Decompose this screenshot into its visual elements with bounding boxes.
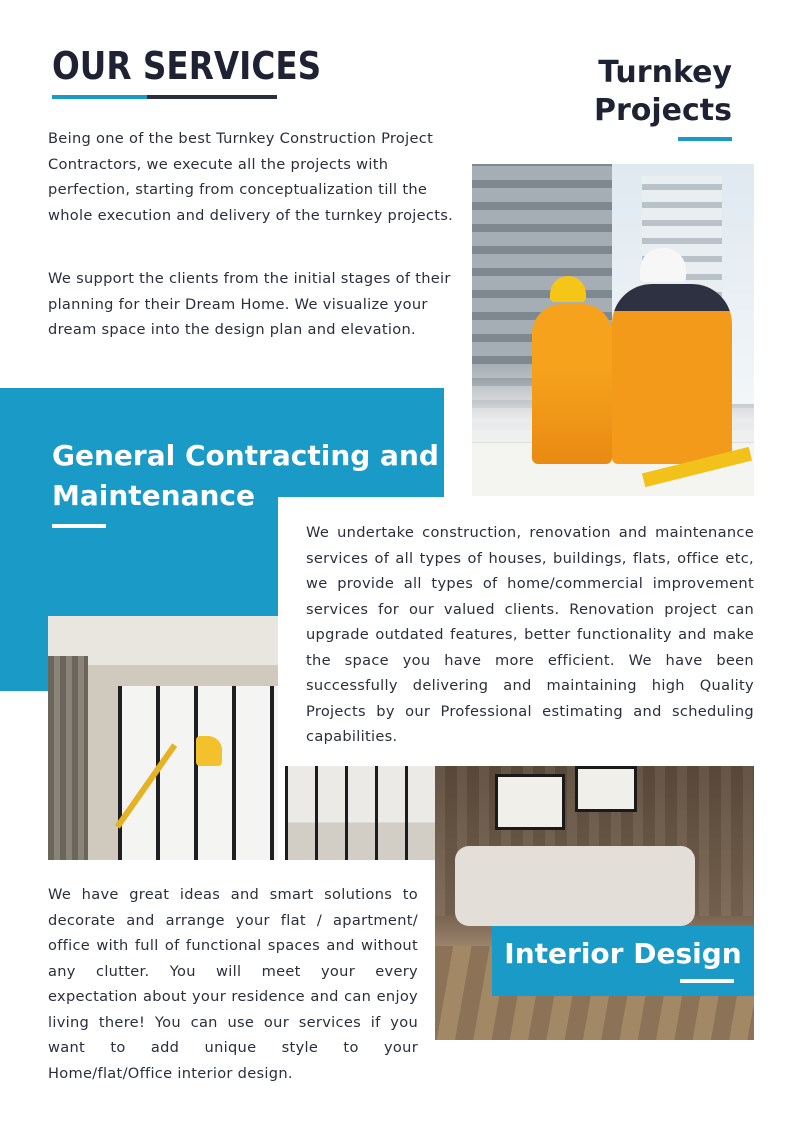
turnkey-paragraph-1: Being one of the best Turnkey Construction Project Contractors, we execute all the projects with perfection, starting from conceptualization till the whole execution and delivery of the turnkey projects. [48, 130, 454, 224]
page-title: OUR SERVICES [52, 44, 322, 88]
turnkey-heading: Turnkey Projects [593, 55, 732, 128]
interior-heading-underline [680, 979, 734, 983]
construction-workers-photo [472, 164, 754, 496]
interior-design-heading: Interior Design [504, 937, 742, 970]
living-room-photo [435, 766, 754, 1040]
turnkey-paragraph-2: We support the clients from the initial stages of their planning for their Dream Home. We visualize your dream space into the design plan and elevation. [48, 270, 451, 338]
interior-design-paragraph: We have great ideas and smart solutions to decorate and arrange your flat / apartment/ office with full of functional spaces and without any clutter. You will meet your every expectation about your residence and can enjoy living there! You can use our services if you want to add unique style to your Home/flat/Office interior design. [48, 886, 418, 1082]
general-contracting-paragraph: We undertake construction, renovation and maintenance services of all types of houses, buildings, flats, office etc, we provide all types of home/commercial improvement services for our valued clients. Renovation project can upgrade outdated features, better functionality and make the space you have more efficient. We have been successfully delivering and maintaining high Quality Projects by our Professional estimating and scheduling capabilities. [306, 524, 754, 745]
turnkey-heading-underline [678, 137, 732, 141]
interior-middle-photo [285, 766, 435, 860]
general-heading-underline [52, 524, 106, 528]
interior-window-photo [48, 616, 278, 860]
general-contracting-heading: General Contracting and Maintenance [52, 439, 439, 512]
title-underline-accent [52, 95, 147, 99]
